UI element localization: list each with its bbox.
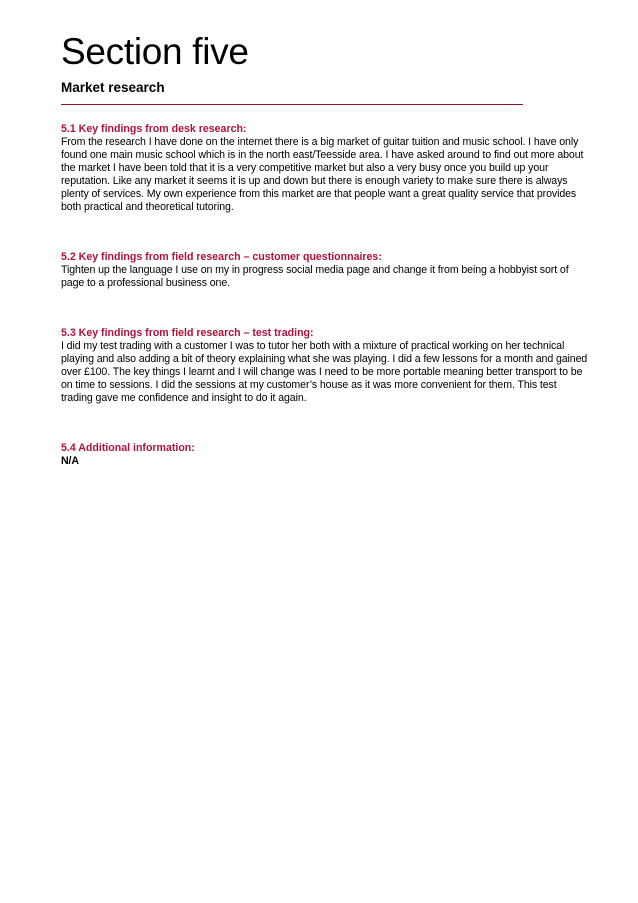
section-body: Tighten up the language I use on my in progress social media page and change it from being a hobbyist sort of page to a professional business one. bbox=[61, 264, 569, 289]
section-heading: 5.3 Key findings from field research – test trading: bbox=[61, 327, 314, 339]
section-test-trading bbox=[61, 327, 606, 405]
section-body: I did my test trading with a customer I was to tutor her both with a mixture of practical working on her technical playing and also adding a bit of theory explaining what she was playing. I did a few lessons for a month and gained over £100. The key things I learnt and I will change was I need to be more portable meaning better transport to be on time to sessions. I did the sessions at my customer’s house as it was more convenient for them. This test trading gave me confidence and insight to do it again. bbox=[61, 340, 588, 404]
section-body: N/A bbox=[61, 455, 79, 467]
page-title: Section five bbox=[61, 31, 249, 72]
page-subtitle: Market research bbox=[61, 80, 165, 95]
section-heading: 5.4 Additional information: bbox=[61, 442, 195, 454]
section-heading: 5.1 Key findings from desk research: bbox=[61, 123, 247, 135]
section-additional-information bbox=[61, 442, 606, 468]
section-body: From the research I have done on the internet there is a big market of guitar tuition and music school. I have only found one main music school which is in the north east/Teesside area. I have asked around to find out more about the market I have been told that it is a very competitive market but also a very busy once you build up your reputation. Like any market it seems it is up and down but there is enough variety to make sure there is always plenty of services. My own experience from this market are that people want a great quality service that provides both practical and theoretical tutoring. bbox=[61, 136, 584, 213]
section-heading: 5.2 Key findings from field research – customer questionnaires: bbox=[61, 251, 382, 263]
section-customer-questionnaires bbox=[61, 251, 606, 290]
document-page bbox=[61, 31, 606, 468]
title-divider bbox=[61, 104, 523, 105]
section-desk-research bbox=[61, 123, 606, 214]
